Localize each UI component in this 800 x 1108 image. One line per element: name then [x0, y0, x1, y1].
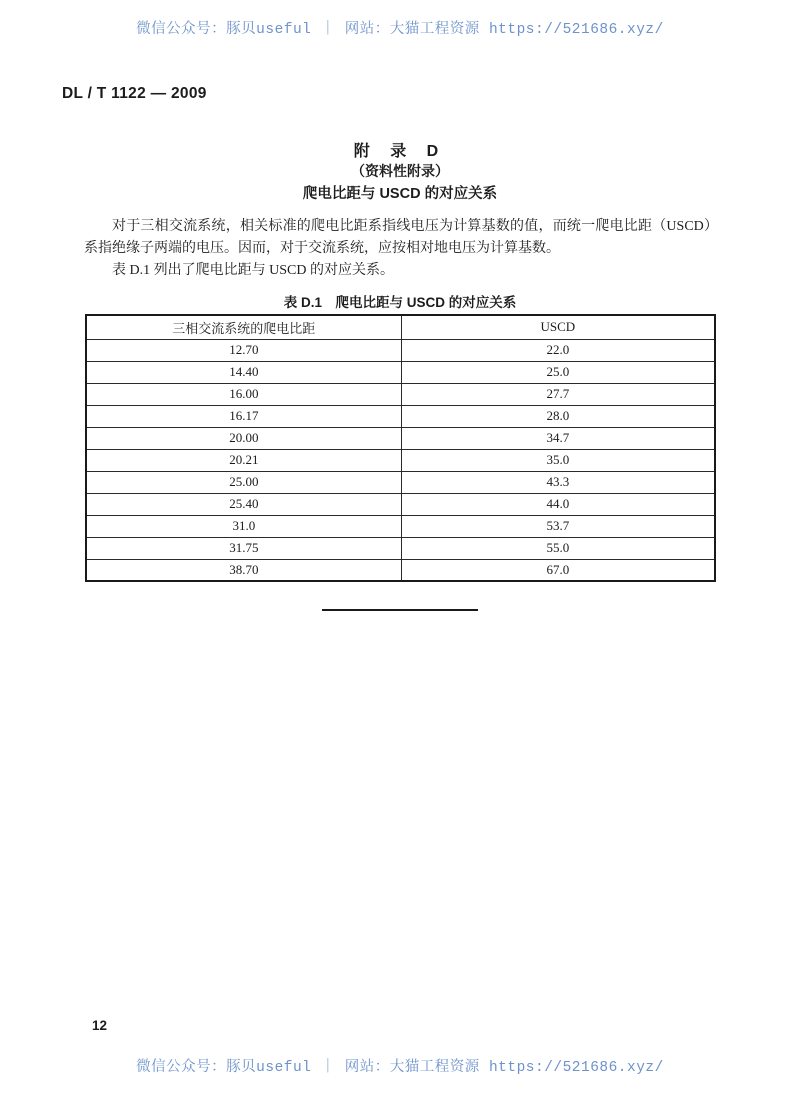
- paragraph-intro: 对于三相交流系统，相关标准的爬电比距系指线电压为计算基数的值，而统一爬电比距（USCD）系指绝缘子两端的电压。因而，对于交流系统，应按相对地电压为计算基数。: [84, 219, 718, 256]
- table-column-header-1: USCD: [401, 315, 715, 339]
- table-cell: 31.75: [86, 537, 401, 559]
- table-cell: 38.70: [86, 559, 401, 581]
- body-text-block: [84, 216, 718, 282]
- table-row: [86, 559, 715, 581]
- table-column-header-0: 三相交流系统的爬电比距: [86, 315, 401, 339]
- paragraph-table-ref: 表 D.1 列出了爬电比距与 USCD 的对应关系。: [112, 263, 394, 278]
- table-cell: 16.00: [86, 383, 401, 405]
- watermark-header: 微信公众号：豚贝useful ｜ 网站：大猫工程资源 https://521686.xyz/: [136, 22, 664, 38]
- table-cell: 25.0: [401, 361, 715, 383]
- table-caption: 表 D.1 爬电比距与 USCD 的对应关系: [283, 295, 517, 310]
- appendix-heading: 爬电比距与 USCD 的对应关系: [302, 186, 498, 202]
- page-number: 12: [92, 1018, 108, 1033]
- table-cell: 25.00: [86, 471, 401, 493]
- table-row: [86, 493, 715, 515]
- table-cell: 31.0: [86, 515, 401, 537]
- appendix-subtitle: （资料性附录）: [351, 163, 449, 179]
- table-cell: 27.7: [401, 383, 715, 405]
- table-cell: 16.17: [86, 405, 401, 427]
- table-row: [86, 361, 715, 383]
- table-header-row: [86, 315, 715, 339]
- table-cell: 53.7: [401, 515, 715, 537]
- table-cell: 22.0: [401, 339, 715, 361]
- table-cell: 12.70: [86, 339, 401, 361]
- table-row: [86, 405, 715, 427]
- table-row: [86, 471, 715, 493]
- table-cell: 44.0: [401, 493, 715, 515]
- table-cell: 20.00: [86, 427, 401, 449]
- table-row: [86, 537, 715, 559]
- table-row: [86, 427, 715, 449]
- table-cell: 55.0: [401, 537, 715, 559]
- table-cell: 43.3: [401, 471, 715, 493]
- creepage-uscd-table: [85, 314, 716, 582]
- table-row: [86, 449, 715, 471]
- table-cell: 34.7: [401, 427, 715, 449]
- appendix-title: 附 录 D: [353, 143, 447, 160]
- standard-number: DL / T 1122 — 2009: [62, 85, 207, 102]
- table-cell: 25.40: [86, 493, 401, 515]
- table-cell: 28.0: [401, 405, 715, 427]
- table-row: [86, 515, 715, 537]
- end-of-text-divider: [322, 609, 478, 611]
- table-cell: 67.0: [401, 559, 715, 581]
- table-body: [86, 339, 715, 581]
- table-cell: 14.40: [86, 361, 401, 383]
- table-row: [86, 339, 715, 361]
- table-row: [86, 383, 715, 405]
- table-cell: 20.21: [86, 449, 401, 471]
- table-cell: 35.0: [401, 449, 715, 471]
- watermark-footer: 微信公众号：豚贝useful ｜ 网站：大猫工程资源 https://521686.xyz/: [136, 1060, 664, 1076]
